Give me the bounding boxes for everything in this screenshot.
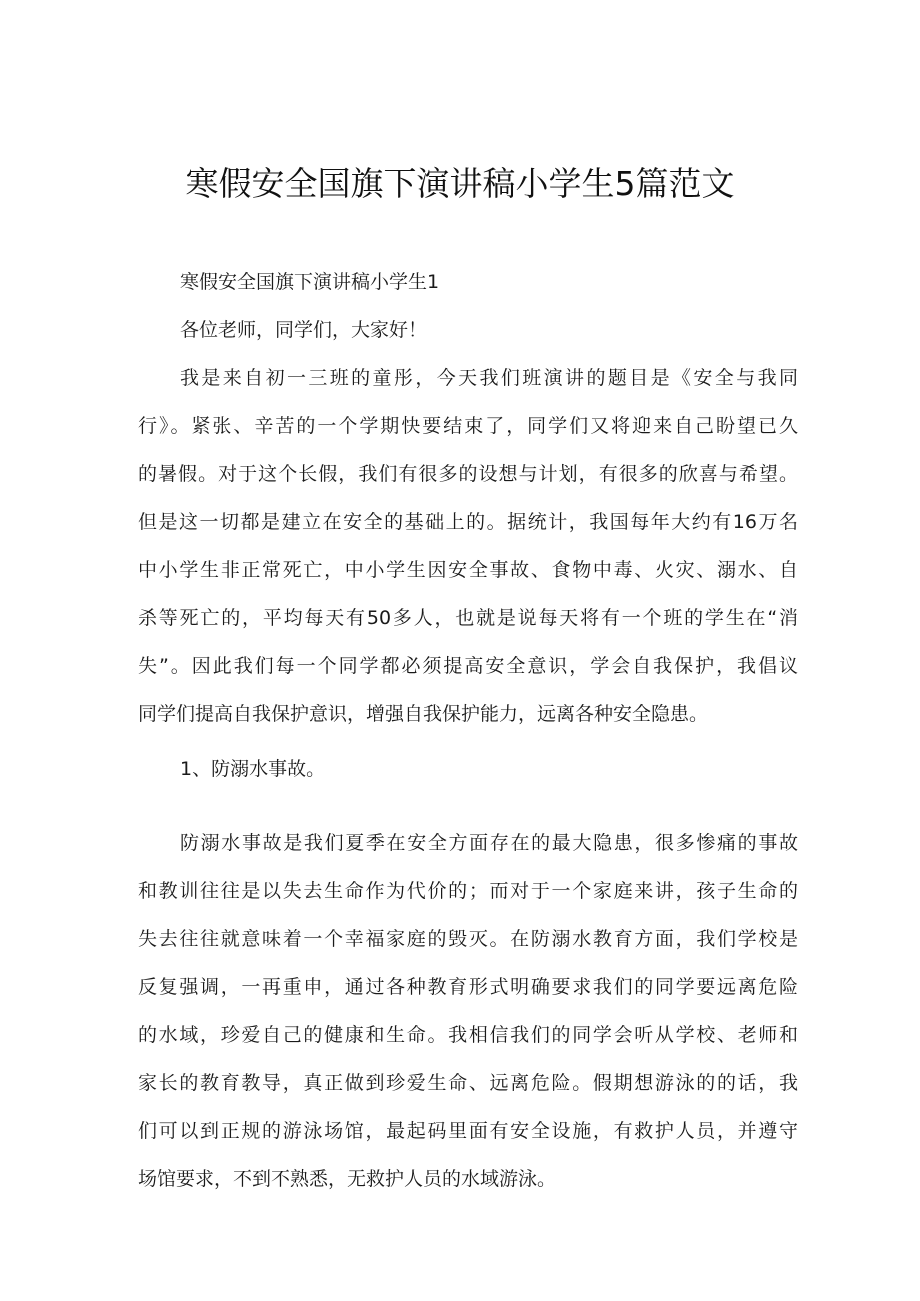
paragraph-2-line: 失去往往就意味着一个幸福家庭的毁灭。在防溺水教育方面，我们学校是	[138, 928, 798, 950]
item-1-block	[138, 745, 798, 793]
paragraph-1-line: 行》。紧张、辛苦的一个学期快要结束了，同学们又将迎来自己盼望已久	[138, 415, 798, 437]
document-title: 寒假安全国旗下演讲稿小学生5篇范文	[185, 164, 735, 203]
paragraph-2-line: 场馆要求，不到不熟悉，无救护人员的水域游泳。	[138, 1168, 557, 1190]
item-1-heading: 1、防溺水事故。	[180, 758, 326, 780]
paragraph-2	[138, 819, 798, 1203]
paragraph-1-line: 杀等死亡的，平均每天有50多人，也就是说每天将有一个班的学生在“消	[138, 607, 798, 629]
paragraph-2-line: 的水域，珍爱自己的健康和生命。我相信我们的同学会听从学校、老师和	[138, 1024, 798, 1046]
paragraph-2-line: 家长的教育教导，真正做到珍爱生命、远离危险。假期想游泳的的话，我	[138, 1072, 798, 1094]
paragraph-1	[138, 354, 798, 738]
greeting-line: 各位老师，同学们，大家好！	[180, 319, 428, 341]
paragraph-1-line: 但是这一切都是建立在安全的基础上的。据统计，我国每年大约有16万名	[138, 511, 798, 533]
section-heading: 寒假安全国旗下演讲稿小学生1	[180, 271, 440, 293]
paragraph-2-line: 和教训往往是以失去生命作为代价的；而对于一个家庭来讲，孩子生命的	[138, 880, 798, 902]
paragraph-2-line: 反复强调，一再重申，通过各种教育形式明确要求我们的同学要远离危险	[138, 976, 798, 998]
paragraph-1-line: 失”。因此我们每一个同学都必须提高安全意识，学会自我保护，我倡议	[138, 655, 798, 677]
paragraph-2-line: 们可以到正规的游泳场馆，最起码里面有安全设施，有救护人员，并遵守	[138, 1120, 798, 1142]
paragraph-1-line: 的暑假。对于这个长假，我们有很多的设想与计划，有很多的欣喜与希望。	[138, 463, 798, 485]
section-heading-block	[138, 258, 798, 354]
paragraph-1-line: 同学们提高自我保护意识，增强自我保护能力，远离各种安全隐患。	[138, 703, 709, 725]
paragraph-1-line: 中小学生非正常死亡，中小学生因安全事故、食物中毒、火灾、溺水、自	[138, 559, 798, 581]
paragraph-2-line: 防溺水事故是我们夏季在安全方面存在的最大隐患，很多惨痛的事故	[180, 832, 798, 854]
paragraph-1-line: 我是来自初一三班的童彤，今天我们班演讲的题目是《安全与我同	[180, 367, 798, 389]
